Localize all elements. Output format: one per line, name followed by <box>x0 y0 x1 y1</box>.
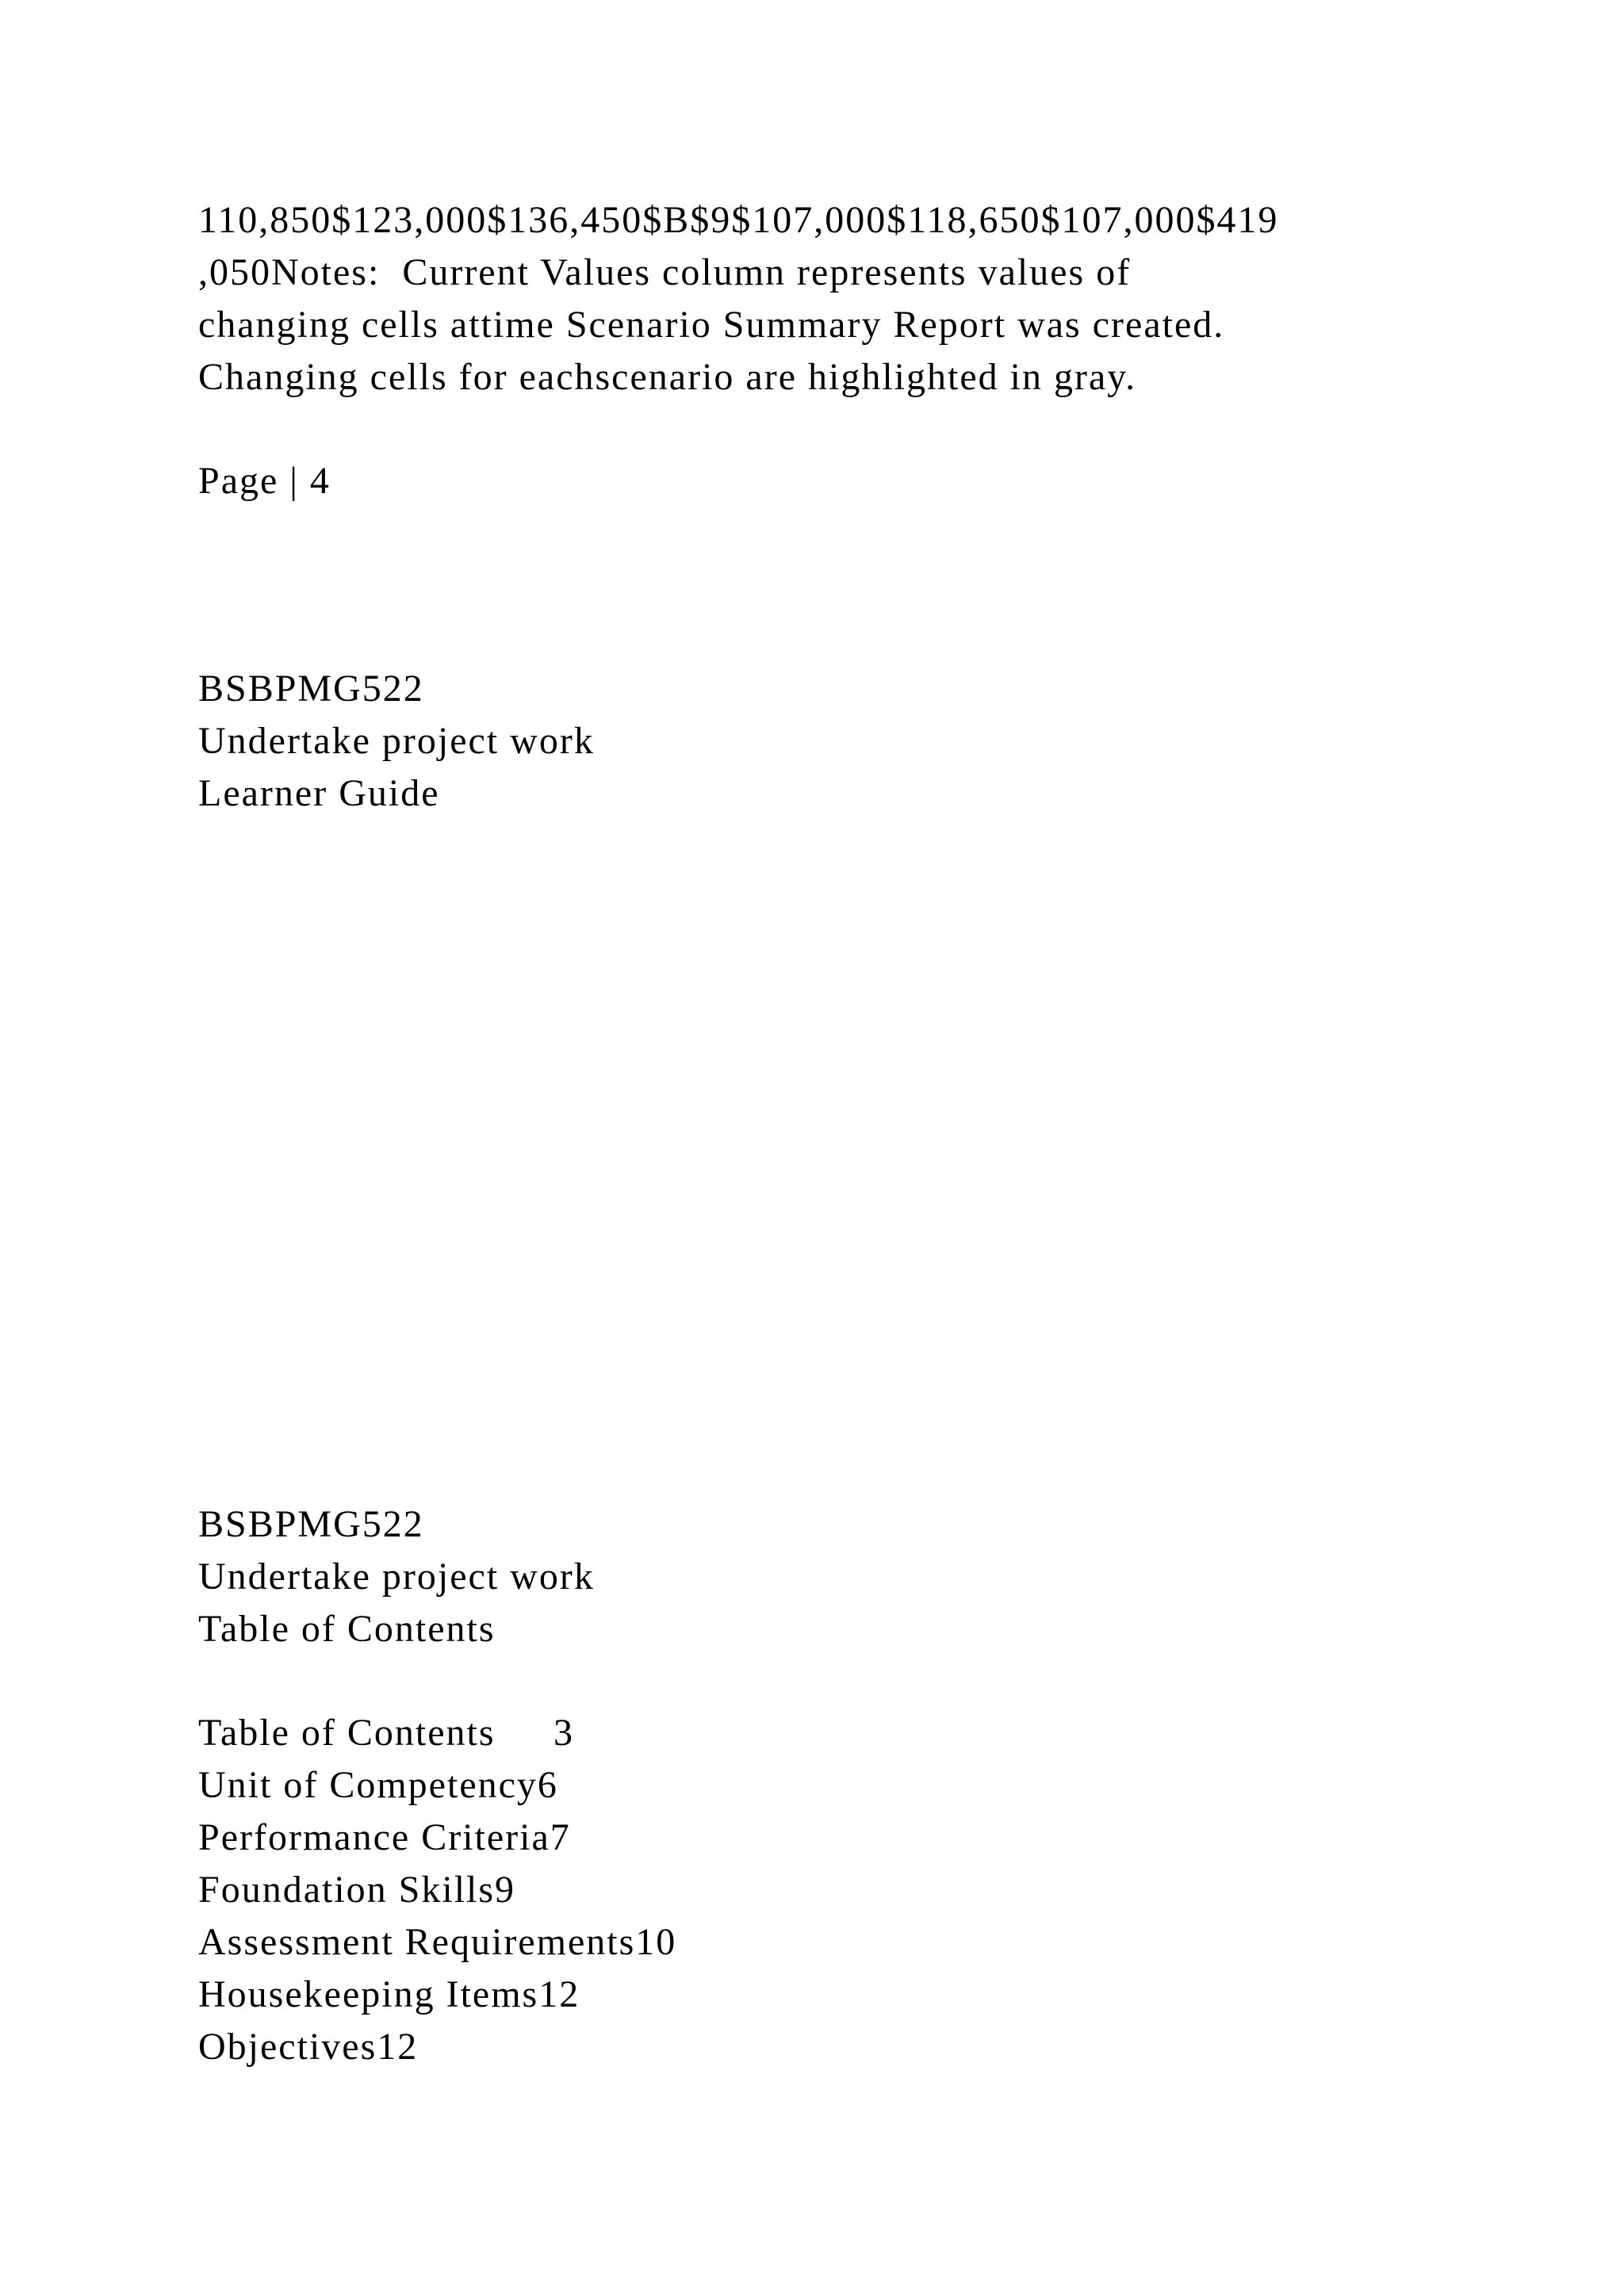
toc-entry: Objectives12 <box>198 2026 419 2068</box>
unit-code: BSBPMG522 <box>198 668 424 710</box>
unit-title: Undertake project work <box>198 1556 595 1598</box>
toc-entry: Table of Contents 3 <box>198 1712 574 1754</box>
toc-entry: Foundation Skills9 <box>198 1869 516 1911</box>
paragraph-line-2: ,050Notes: Current Values column represents values of <box>198 251 1132 293</box>
guide-subtitle: Learner Guide <box>198 772 440 814</box>
page-label: Page | 4 <box>198 460 331 502</box>
unit-title: Undertake project work <box>198 720 595 762</box>
page-number <box>198 455 1467 507</box>
unit-code: BSBPMG522 <box>198 1503 424 1545</box>
notes-paragraph <box>198 194 1467 404</box>
toc-entry: Housekeeping Items12 <box>198 1973 580 2015</box>
table-of-contents <box>198 1707 1467 2073</box>
paragraph-line-3: changing cells attime Scenario Summary Report was created. <box>198 304 1225 346</box>
toc-entry: Performance Criteria7 <box>198 1816 571 1858</box>
paragraph-line-4: Changing cells for eachscenario are highlighted in gray. <box>198 356 1137 398</box>
toc-entry: Assessment Requirements10 <box>198 1921 677 1963</box>
toc-entry: Unit of Competency6 <box>198 1764 558 1806</box>
paragraph-line-1: 110,850$123,000$136,450$B$9$107,000$118,650$107,000$419 <box>198 199 1279 241</box>
toc-title-block <box>198 1498 1467 1655</box>
toc-heading: Table of Contents <box>198 1608 496 1650</box>
learner-guide-title-block <box>198 663 1467 820</box>
